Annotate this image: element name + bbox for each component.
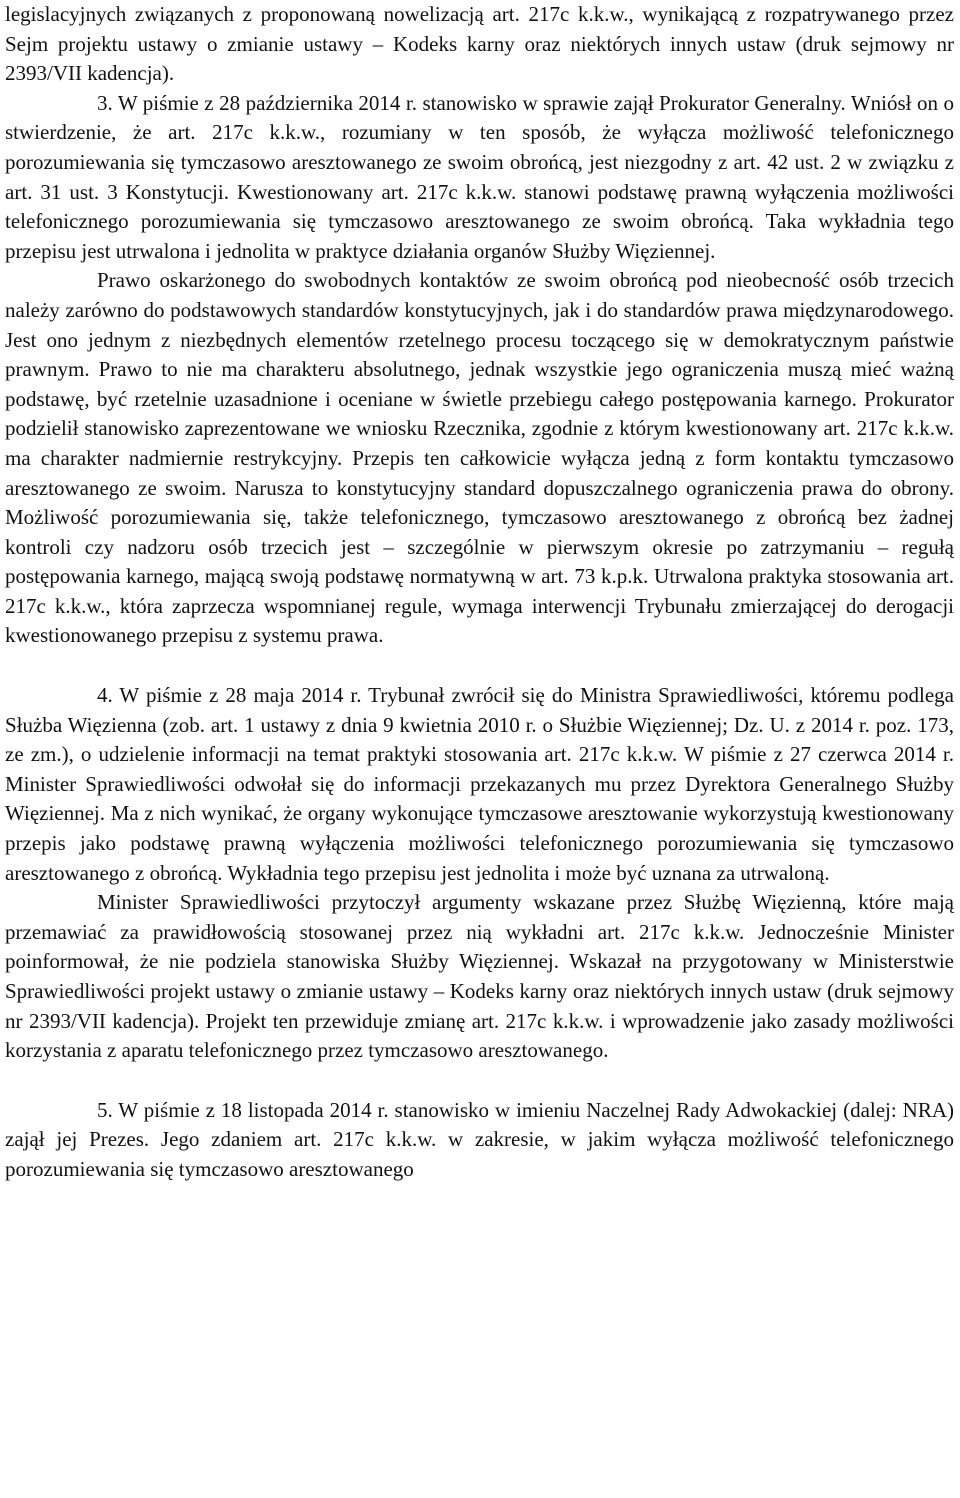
- paragraph-4-minister-of-justice: 4. W piśmie z 28 maja 2014 r. Trybunał zwrócił się do Ministra Sprawiedliwości, któremu podlega Służba Więzienna (zob. art. 1 ustawy z dnia 9 kwietnia 2010 r. o Służbie Więziennej; Dz. U. z 2014 r. poz. 173, ze zm.), o udzielenie informacji na temat praktyki stosowania art. 217c k.k.w. W piśmie z 27 czerwca 2014 r. Minister Sprawiedliwości odwołał się do informacji przekazanych mu przez Dyrektora Generalnego Służby Więziennej. Ma z nich wynikać, że organy wykonujące tymczasowe aresztowanie wykorzystują kwestionowany przepis jako podstawę prawną wyłączenia możliwości telefonicznego porozumiewania się tymczasowo aresztowanego z obrońcą. Wykładnia tego przepisu jest jednolita i może być uznana za utrwaloną.: [5, 683, 954, 885]
- paragraph-intro-continuation: legislacyjnych związanych z proponowaną nowelizacją art. 217c k.k.w., wynikającą z rozpatrywanego przez Sejm projektu ustawy o zmianie ustawy – Kodeks karny oraz niektórych innych ustaw (druk sejmowy nr 2393/VII kadencja).: [5, 2, 954, 86]
- paragraph-3-prosecutor-general: 3. W piśmie z 28 października 2014 r. stanowisko w sprawie zajął Prokurator Generalny. Wniósł on o stwierdzenie, że art. 217c k.k.w., rozumiany w ten sposób, że wyłącza możliwość telefonicznego porozumiewania się tymczasowo aresztowanego ze swoim obrońcą, jest niezgodny z art. 42 ust. 2 w związku z art. 31 ust. 3 Konstytucji. Kwestionowany art. 217c k.k.w. stanowi podstawę prawną wyłączenia możliwości telefonicznego porozumiewania się tymczasowo aresztowanego ze swoim obrońcą. Taka wykładnia tego przepisu jest utrwalona i jednolita w praktyce działania organów Służby Więziennej.: [5, 90, 954, 263]
- paragraph-minister-arguments: Minister Sprawiedliwości przytoczył argumenty wskazane przez Służbę Więzienną, które mają przemawiać za prawidłowością stosowanej przez nią wykładni art. 217c k.k.w. Jednocześnie Minister poinformował, że nie podziela stanowiska Służby Więziennej. Wskazał na przygotowany w Ministerstwie Sprawiedliwości projekt ustawy o zmianie ustawy – Kodeks karny oraz niektórych innych ustaw (druk sejmowy nr 2393/VII kadencja). Projekt ten przewiduje zmianę art. 217c k.k.w. i wprowadzenie jako zasady możliwości korzystania z aparatu telefonicznego przez tymczasowo aresztowanego.: [5, 890, 954, 1063]
- paragraph-spacer: [5, 651, 954, 681]
- paragraph-spacer: [5, 1066, 954, 1096]
- paragraph-right-to-counsel: Prawo oskarżonego do swobodnych kontaktów ze swoim obrońcą pod nieobecność osób trzecich należy zarówno do podstawowych standardów konstytucyjnych, jak i do standardów prawa międzynarodowego. Jest ono jednym z niezbędnych elementów rzetelnego procesu toczącego się w demokratycznym państwie prawnym. Prawo to nie ma charakteru absolutnego, jednak wszystkie jego ograniczenia muszą mieć ważną podstawę, być rzetelnie uzasadnione i oceniane w świetle przebiegu całego postępowania karnego. Prokurator podzielił stanowisko zaprezentowane we wniosku Rzecznika, zgodnie z którym kwestionowany art. 217c k.k.w. ma charakter nadmiernie restrykcyjny. Przepis ten całkowicie wyłącza jedną z form kontaktu tymczasowo aresztowanego ze swoim. Narusza to konstytucyjny standard dopuszczalnego ograniczenia prawa do obrony. Możliwość porozumiewania się, także telefonicznego, tymczasowo aresztowanego z obrońcą bez żadnej kontroli czy nadzoru osób trzecich jest – szczególnie w pierwszym okresie po zatrzymaniu – regułą postępowania karnego, mającą swoją podstawę normatywną w art. 73 k.p.k. Utrwalona praktyka stosowania art. 217c k.k.w., która zaprzecza wspomnianej regule, wymaga interwencji Trybunału zmierzającej do derogacji kwestionowanego przepisu z systemu prawa.: [5, 268, 954, 648]
- paragraph-5-bar-council: 5. W piśmie z 18 listopada 2014 r. stanowisko w imieniu Naczelnej Rady Adwokackiej (dalej: NRA) zajął jej Prezes. Jego zdaniem art. 217c k.k.w. w zakresie, w jakim wyłącza możliwość telefonicznego porozumiewania się tymczasowo aresztowanego: [5, 1097, 954, 1181]
